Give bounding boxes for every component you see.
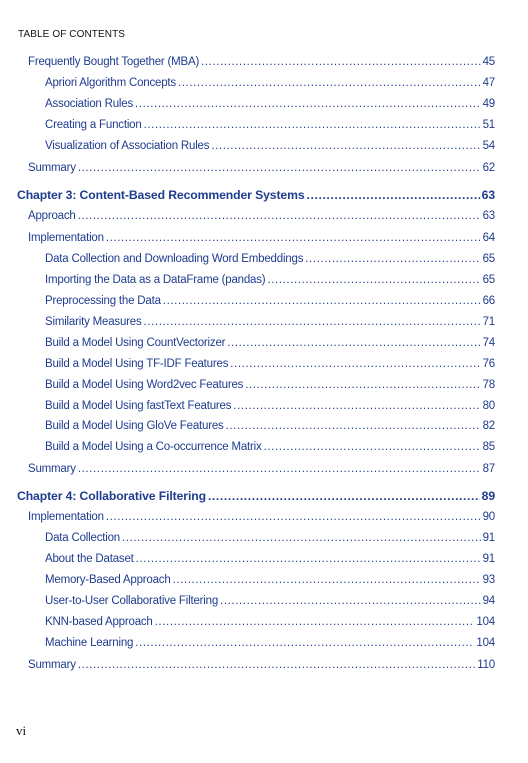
toc-entry-title: Implementation bbox=[28, 232, 104, 244]
toc-entry[interactable] bbox=[45, 400, 495, 412]
toc-entry-title: KNN-based Approach bbox=[45, 616, 153, 628]
toc-entry-page-number: 76 bbox=[482, 358, 495, 370]
dot-leader bbox=[227, 337, 480, 349]
toc-entry-title: Apriori Algorithm Concepts bbox=[45, 77, 176, 89]
toc-entry-page-number: 74 bbox=[482, 337, 495, 349]
dot-leader bbox=[230, 358, 480, 370]
dot-leader bbox=[78, 659, 475, 671]
page-number: vi bbox=[16, 723, 27, 738]
toc-entry[interactable] bbox=[28, 232, 495, 244]
toc-entry-page-number: 49 bbox=[482, 98, 495, 110]
toc-entry[interactable] bbox=[45, 616, 495, 628]
toc-entry-page-number: 91 bbox=[482, 532, 495, 544]
toc-entry[interactable] bbox=[45, 553, 495, 565]
toc-entry-page-number: 45 bbox=[482, 56, 495, 68]
toc-entry-page-number: 71 bbox=[482, 316, 495, 328]
toc-entry-title: Build a Model Using GloVe Features bbox=[45, 420, 224, 432]
dot-leader bbox=[211, 140, 480, 152]
dot-leader bbox=[173, 574, 481, 586]
dot-leader bbox=[106, 232, 481, 244]
dot-leader bbox=[135, 98, 481, 110]
toc-entry[interactable] bbox=[45, 316, 495, 328]
toc-entry[interactable] bbox=[45, 98, 495, 110]
toc-entry-title: Summary bbox=[28, 463, 76, 475]
toc-entry-title: User-to-User Collaborative Filtering bbox=[45, 595, 219, 607]
toc-entry-page-number: 85 bbox=[482, 441, 495, 453]
toc-entry[interactable] bbox=[45, 274, 495, 286]
toc-entry[interactable] bbox=[45, 337, 495, 349]
toc-entry-title: Visualization of Association Rules bbox=[45, 140, 210, 152]
toc-entry[interactable] bbox=[28, 659, 495, 671]
toc-entry[interactable] bbox=[45, 140, 495, 152]
toc-entry[interactable] bbox=[45, 379, 495, 391]
dot-leader bbox=[178, 77, 481, 89]
toc-entry-title: Implementation bbox=[28, 511, 104, 523]
toc-entry[interactable] bbox=[45, 358, 495, 370]
toc-entry[interactable] bbox=[45, 441, 495, 453]
dot-leader bbox=[220, 595, 481, 607]
toc-entry[interactable] bbox=[45, 532, 495, 544]
toc-entry[interactable] bbox=[45, 77, 495, 89]
dot-leader bbox=[144, 316, 481, 328]
toc-entry[interactable] bbox=[28, 463, 495, 475]
toc-entry-page-number: 89 bbox=[481, 489, 495, 503]
toc-entry-page-number: 82 bbox=[482, 420, 495, 432]
toc-entry[interactable] bbox=[45, 295, 495, 307]
dot-leader bbox=[208, 489, 480, 501]
dot-leader bbox=[78, 463, 481, 475]
toc-entry[interactable] bbox=[45, 595, 495, 607]
toc-entry-page-number: 66 bbox=[482, 295, 495, 307]
toc-entry-page-number: 93 bbox=[482, 574, 495, 586]
dot-leader bbox=[226, 420, 481, 432]
toc-entry-title: Summary bbox=[28, 659, 76, 671]
dot-leader bbox=[267, 274, 480, 286]
dot-leader bbox=[136, 553, 481, 565]
toc-entry-page-number: 47 bbox=[482, 77, 495, 89]
toc-entry-page-number: 62 bbox=[482, 162, 495, 174]
toc-entry[interactable] bbox=[45, 574, 495, 586]
dot-leader bbox=[106, 511, 481, 523]
toc-entry-title: Chapter 4: Collaborative Filtering bbox=[17, 489, 206, 503]
dot-leader bbox=[305, 253, 480, 265]
toc-entry-title: Approach bbox=[28, 210, 76, 222]
toc-entry-title: Machine Learning bbox=[45, 637, 134, 649]
toc-entry-page-number: 80 bbox=[482, 400, 495, 412]
dot-leader bbox=[307, 188, 480, 200]
dot-leader bbox=[201, 56, 481, 68]
toc-entry-title: Data Collection and Downloading Word Embeddings bbox=[45, 253, 304, 265]
toc-entry-title: Build a Model Using TF-IDF Features bbox=[45, 358, 229, 370]
dot-leader bbox=[122, 532, 481, 544]
toc-entry-title: Build a Model Using Word2vec Features bbox=[45, 379, 244, 391]
toc-entry-page-number: 87 bbox=[482, 463, 495, 475]
toc-entry-title: Creating a Function bbox=[45, 119, 142, 131]
toc-entry[interactable] bbox=[28, 56, 495, 68]
toc-entry[interactable] bbox=[45, 119, 495, 131]
toc-entry[interactable] bbox=[28, 210, 495, 222]
toc-entry[interactable] bbox=[45, 253, 495, 265]
dot-leader bbox=[264, 441, 481, 453]
toc-entry[interactable] bbox=[28, 511, 495, 523]
toc-entry-title: Build a Model Using fastText Features bbox=[45, 400, 232, 412]
toc-entry-page-number: 90 bbox=[482, 511, 495, 523]
dot-leader bbox=[78, 162, 481, 174]
toc-entry-title: Association Rules bbox=[45, 98, 134, 110]
toc-entry-page-number: 54 bbox=[482, 140, 495, 152]
toc-entry-page-number: 110 bbox=[477, 659, 495, 671]
toc-entry-page-number: 78 bbox=[482, 379, 495, 391]
toc-entry-title: Frequently Bought Together (MBA) bbox=[28, 56, 200, 68]
toc-entry-title: Build a Model Using CountVectorizer bbox=[45, 337, 226, 349]
running-header: TABLE OF CONTENTS bbox=[18, 29, 126, 40]
toc-entry-title: Chapter 3: Content-Based Recommender Systems bbox=[17, 188, 305, 202]
dot-leader bbox=[155, 616, 475, 628]
toc-entry-title: Data Collection bbox=[45, 532, 120, 544]
toc-chapter-entry[interactable] bbox=[17, 188, 495, 202]
toc-entry-title: Summary bbox=[28, 162, 76, 174]
toc-entry-title: About the Dataset bbox=[45, 553, 134, 565]
toc-chapter-entry[interactable] bbox=[17, 489, 495, 503]
dot-leader bbox=[163, 295, 481, 307]
dot-leader bbox=[245, 379, 480, 391]
toc-entry[interactable] bbox=[28, 162, 495, 174]
dot-leader bbox=[135, 637, 474, 649]
toc-entry-page-number: 63 bbox=[481, 188, 495, 202]
toc-entry-page-number: 94 bbox=[482, 595, 495, 607]
toc-entry[interactable] bbox=[45, 420, 495, 432]
toc-entry-page-number: 104 bbox=[476, 616, 495, 628]
toc-entry-title: Preprocessing the Data bbox=[45, 295, 161, 307]
toc-entry-page-number: 64 bbox=[482, 232, 495, 244]
toc-entry[interactable] bbox=[45, 637, 495, 649]
toc-entry-title: Similarity Measures bbox=[45, 316, 142, 328]
toc-entry-page-number: 65 bbox=[482, 253, 495, 265]
toc-entry-page-number: 65 bbox=[482, 274, 495, 286]
toc-entry-page-number: 51 bbox=[482, 119, 495, 131]
toc-entry-page-number: 63 bbox=[482, 210, 495, 222]
toc-entry-page-number: 104 bbox=[476, 637, 495, 649]
dot-leader bbox=[144, 119, 481, 131]
toc-entry-title: Importing the Data as a DataFrame (pandas) bbox=[45, 274, 266, 286]
dot-leader bbox=[233, 400, 480, 412]
toc-entry-page-number: 91 bbox=[482, 553, 495, 565]
toc-entry-title: Memory-Based Approach bbox=[45, 574, 171, 586]
toc-entry-title: Build a Model Using a Co-occurrence Matrix bbox=[45, 441, 262, 453]
dot-leader bbox=[78, 210, 481, 222]
